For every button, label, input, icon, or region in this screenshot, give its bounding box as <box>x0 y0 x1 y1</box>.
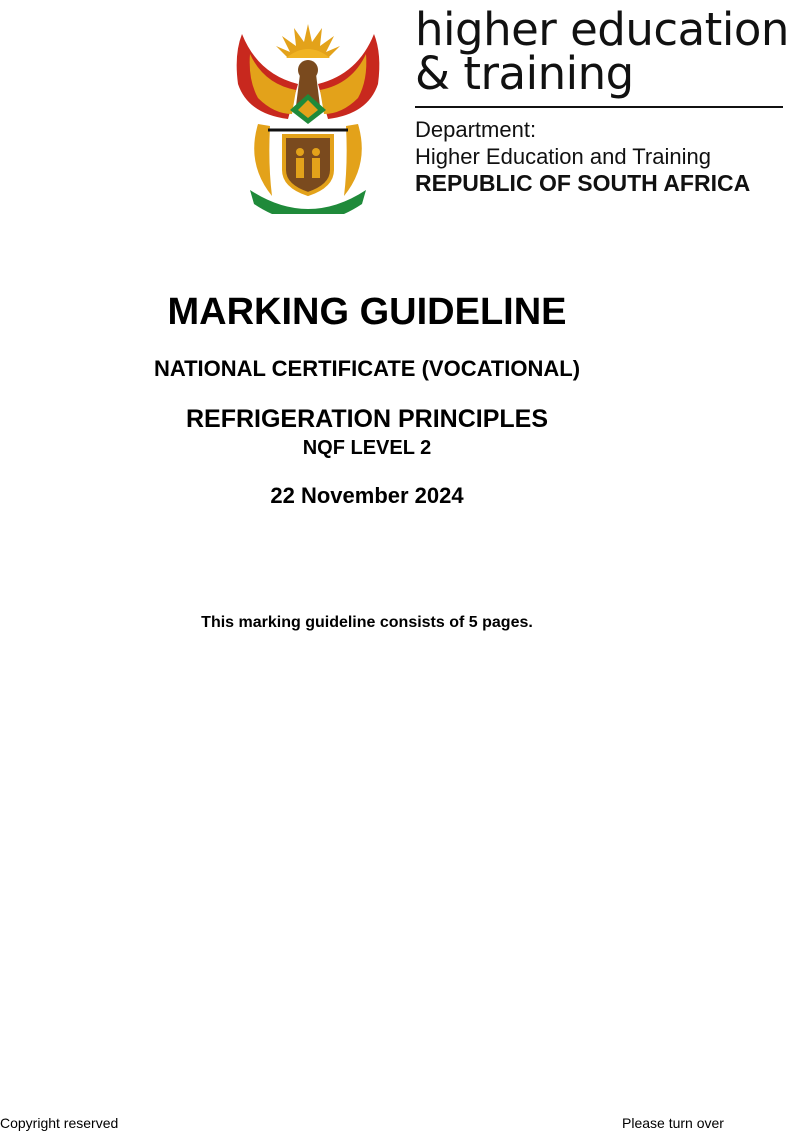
copyright-notice: Copyright reserved <box>0 1115 119 1131</box>
department-block <box>415 116 800 197</box>
document-title: MARKING GUIDELINE <box>167 291 567 333</box>
document-header <box>0 0 800 230</box>
nqf-level: NQF LEVEL 2 <box>302 437 432 459</box>
department-label: Department: <box>415 117 537 142</box>
brand-divider <box>415 106 783 108</box>
department-name: Higher Education and Training <box>415 144 711 169</box>
country-name: REPUBLIC OF SOUTH AFRICA <box>415 170 751 196</box>
subject-title: REFRIGERATION PRINCIPLES <box>185 405 549 433</box>
brand-line-2: & training <box>415 47 634 100</box>
page-count-note: This marking guideline consists of 5 pages. <box>201 614 533 631</box>
exam-date: 22 November 2024 <box>270 483 464 508</box>
brand-line-1: higher education <box>415 3 789 56</box>
brand-block <box>415 3 800 197</box>
sun-icon <box>276 24 340 58</box>
coat-of-arms-icon <box>228 14 388 214</box>
turn-over-notice: Please turn over <box>622 1115 724 1131</box>
certificate-title: NATIONAL CERTIFICATE (VOCATIONAL) <box>153 356 581 381</box>
